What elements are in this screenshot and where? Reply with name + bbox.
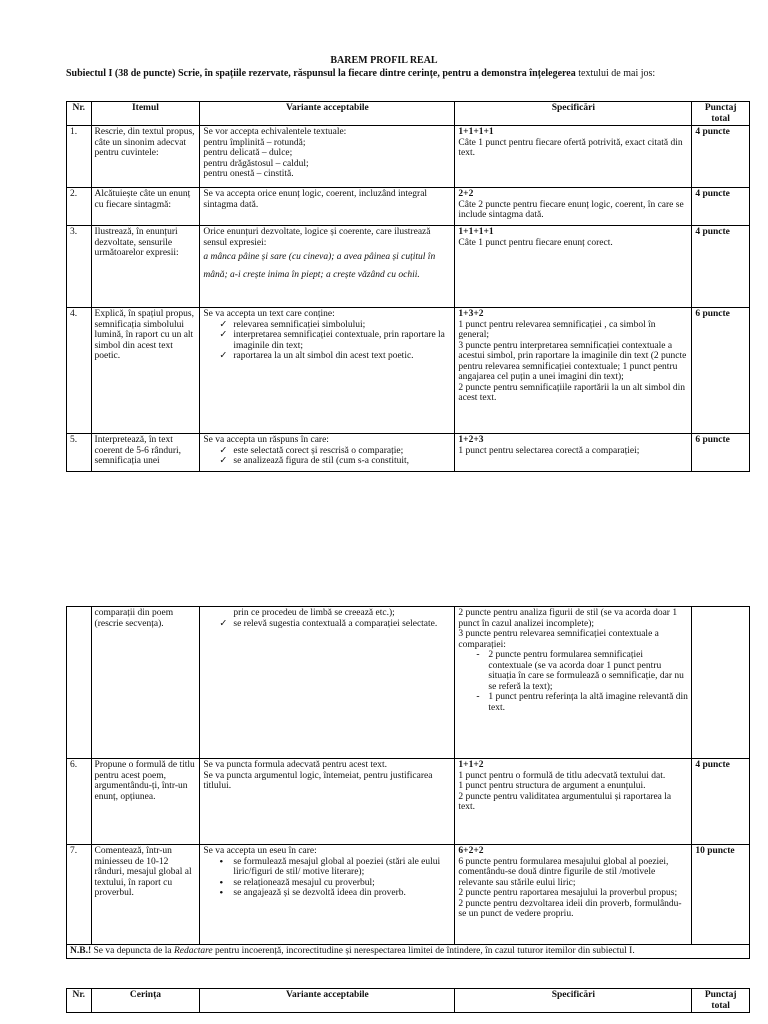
row-spec	[455, 845, 692, 945]
header-spec: Specificări	[455, 102, 692, 126]
header-points: Punctaj total	[692, 102, 750, 126]
subject-intro	[66, 68, 750, 79]
variant-intro: Se va accepta un eseu în care:	[203, 846, 317, 856]
row-item: Alcătuiește câte un enunț cu fiecare sintagmă:	[91, 188, 200, 226]
header-points: Punctaj total	[692, 989, 750, 1013]
header-item: Cerința	[91, 989, 200, 1013]
check-item: ✓ este selectată corect și rescrisă o comparație;	[233, 446, 451, 457]
row-nr: 5.	[67, 434, 92, 472]
row-variants	[200, 188, 455, 226]
row-nr: 4.	[67, 308, 92, 434]
row-item: Rescrie, din textul propus, câte un sinonim adecvat pentru cuvintele:	[91, 126, 200, 188]
row-nr: 6.	[67, 759, 92, 845]
header-variants: Variante acceptabile	[200, 102, 455, 126]
note-cell	[67, 945, 750, 959]
row-item: Interpretează, în text coerent de 5-6 rânduri, semnificația unei	[91, 434, 200, 472]
spec-line: Câte 1 punct pentru fiecare enunț corect.	[458, 237, 613, 248]
table-row	[67, 308, 750, 434]
spec-line: 3 puncte pentru interpretarea semnificației contextuale a acestui simbol, prin raportare la imaginile din text (2 puncte pentru relevarea semnificației contextuale; 1 punct pentru angajarea cel puțin a unei imagini din text);	[458, 340, 687, 382]
row-nr: 1.	[67, 126, 92, 188]
spec-sub-item: - 1 punct pentru referința la altă imagine relevantă din text.	[488, 692, 688, 713]
row-spec	[455, 607, 692, 759]
spec-score: 1+1+1+1	[458, 127, 494, 137]
row-item: Ilustrează, în enunțuri dezvoltate, sensurile următoarelor expresii:	[91, 226, 200, 308]
row-item: Propune o formulă de titlu pentru acest poem, argumentându-ți, într-un enunț, opțiunea.	[91, 759, 200, 845]
row-points: 6 puncte	[692, 308, 750, 434]
table-row	[67, 434, 750, 472]
row-variants	[200, 434, 455, 472]
variant-line: Orice enunțuri dezvoltate, logice și coerente, care ilustrează sensul expresiei:	[203, 227, 431, 248]
row-nr: 7.	[67, 845, 92, 945]
table-row	[67, 126, 750, 188]
variant-intro: Se va accepta un răspuns în care:	[203, 435, 329, 445]
row-spec	[455, 188, 692, 226]
spec-line: 6 puncte pentru formularea mesajului global al poeziei, comentându-se două dintre figurile de stil /motivele relevante sau stările eului liric;	[458, 856, 669, 888]
header-item: Itemul	[91, 102, 200, 126]
row-points: 4 puncte	[692, 126, 750, 188]
note-text-italic: Redactare	[173, 946, 213, 956]
row-item: Explică, în spațiul propus, semnificația simbolului lumină, în raport cu un alt simbol din acest text poetic.	[91, 308, 200, 434]
row-points: 4 puncte	[692, 226, 750, 308]
subject-intro-rest: textului de mai jos:	[575, 68, 656, 79]
row-spec	[455, 759, 692, 845]
header-spec: Specificări	[455, 989, 692, 1013]
row-nr: 2.	[67, 188, 92, 226]
row-points: 4 puncte	[692, 188, 750, 226]
grading-table-part-3	[66, 988, 750, 1013]
check-item: ✓ se analizează figura de stil (cum s-a constituit,	[233, 456, 451, 467]
row-spec	[455, 126, 692, 188]
row-spec	[455, 226, 692, 308]
spec-score: 1+1+1+1	[458, 227, 494, 237]
spec-line: 2 puncte pentru validitatea argumentului și raportarea la text.	[458, 791, 672, 812]
spec-line: 2 puncte pentru dezvoltarea ideii din proverb, formulându-se un punct de vedere propriu.	[458, 898, 682, 919]
grading-table-part-1	[66, 101, 750, 472]
spec-score: 1+1+2	[458, 760, 484, 770]
bullet-item: • se angajează și se dezvoltă ideea din proverb.	[233, 888, 451, 899]
row-item: comparații din poem (rescrie secvența).	[91, 607, 200, 759]
bullet-item: • se relaționează mesajul cu proverbul;	[233, 878, 451, 889]
row-points: 6 puncte	[692, 434, 750, 472]
subject-intro-bold: Subiectul I (38 de puncte) Scrie, în spațiile rezervate, răspunsul la fiecare dintre cerințe, pentru a demonstra înțelegerea	[66, 68, 576, 79]
spec-sub-item: - 2 puncte pentru formularea semnificației contextuale (se va acorda doar 1 punct pentru situația în care se formulează o semnificație, dar nu se referă la text);	[488, 650, 688, 692]
row-variants	[200, 607, 455, 759]
variant-line: pentru onestă – cinstită.	[203, 169, 294, 179]
row-item: Comentează, într-un miniesseu de 10-12 rânduri, mesajul global al textului, în raport cu proverbul.	[91, 845, 200, 945]
variant-intro: Se va accepta un text care conține:	[203, 309, 335, 319]
spec-score: 6+2+2	[458, 846, 484, 856]
table-row	[67, 188, 750, 226]
spec-line: 1 punct pentru o formulă de titlu adecvată textului dat.	[458, 770, 666, 781]
spec-line: 2 puncte pentru analiza figurii de stil (se va acorda doar 1 punct în cazul analizei incomplete);	[458, 608, 678, 629]
variant-expressions: a mânca pâine și sare (cu cineva); a avea pâinea și cuțitul în mână; a-i crește inima în piept; a crește văzând cu ochii.	[203, 252, 436, 280]
spec-line: 1 punct pentru relevarea semnificației , ca simbol în general;	[458, 319, 656, 340]
table-row	[67, 759, 750, 845]
row-points	[692, 607, 750, 759]
spec-line: Câte 1 punct pentru fiecare ofertă potrivită, exact citată din text.	[458, 137, 683, 158]
note-text-b: pentru incoerență, incorectitudine și nerespectarea limitei de întindere, în cazul tuturor itemilor din subiectul I.	[212, 946, 635, 956]
row-variants	[200, 308, 455, 434]
row-variants	[200, 226, 455, 308]
row-variants	[200, 126, 455, 188]
check-item: ✓ se relevă sugestia contextuală a comparației selectate.	[233, 619, 451, 630]
variant-line: Se va puncta argumentul logic, întemeiat, pentru justificarea titlului.	[203, 770, 433, 791]
variant-line: Se va accepta orice enunț logic, coerent, incluzând integral sintagma dată.	[203, 189, 428, 210]
row-spec	[455, 434, 692, 472]
check-item: ✓ raportarea la un alt simbol din acest text poetic.	[233, 351, 451, 362]
check-item: ✓ relevarea semnificației simbolului;	[233, 320, 451, 331]
spec-score: 2+2	[458, 189, 474, 199]
table-row	[67, 845, 750, 945]
variant-line: pentru împlinită – rotundă;	[203, 137, 306, 148]
note-row	[67, 945, 750, 959]
note-label: N.B.!	[70, 946, 92, 956]
grading-table-part-2	[66, 606, 750, 959]
variant-line: Se vor accepta echivalentele textuale:	[203, 127, 347, 137]
spec-line: 2 puncte pentru raportarea mesajului la proverbul propus;	[458, 888, 678, 898]
row-points: 4 puncte	[692, 759, 750, 845]
row-variants	[200, 759, 455, 845]
row-spec	[455, 308, 692, 434]
row-points: 10 puncte	[692, 845, 750, 945]
spec-line: 3 puncte pentru relevarea semnificației contextuale a comparației:	[458, 629, 659, 650]
header-nr: Nr.	[67, 989, 92, 1013]
row-variants	[200, 845, 455, 945]
note-text-a: Se va depuncta de la	[91, 946, 174, 956]
spec-line: Câte 2 puncte pentru fiecare enunț logic, coerent, în care se include sintagma dată.	[458, 199, 684, 220]
header-variants: Variante acceptabile	[200, 989, 455, 1013]
variant-line: prin ce procedeu de limbă se creează etc.);	[233, 608, 395, 618]
table-header-row	[67, 102, 750, 126]
spec-line: 1 punct pentru structura de argument a enunțului.	[458, 781, 646, 791]
table-row-continued	[67, 607, 750, 759]
spec-line: 1 punct pentru selectarea corectă a comparației;	[458, 445, 640, 456]
table-header-row	[67, 989, 750, 1013]
spec-score: 1+3+2	[458, 309, 484, 319]
variant-line: pentru delicată – dulce;	[203, 148, 293, 158]
row-nr	[67, 607, 92, 759]
spec-score: 1+2+3	[458, 435, 484, 445]
variant-line: pentru drăgăstosul – caldul;	[203, 158, 309, 169]
row-nr: 3.	[67, 226, 92, 308]
spec-line: 2 puncte pentru semnificațiile raportării la un alt simbol din acest text.	[458, 382, 686, 403]
page-title: BAREM PROFIL REAL	[330, 55, 438, 66]
variant-line: Se va puncta formula adecvată pentru acest text.	[203, 760, 387, 770]
check-item: ✓ interpretarea semnificației contextuale, prin raportare la imaginile din text;	[233, 330, 451, 351]
header-nr: Nr.	[67, 102, 92, 126]
bullet-item: • se formulează mesajul global al poeziei (stări ale eului liric/figuri de stil/ motive literare);	[233, 857, 451, 878]
table-row	[67, 226, 750, 308]
